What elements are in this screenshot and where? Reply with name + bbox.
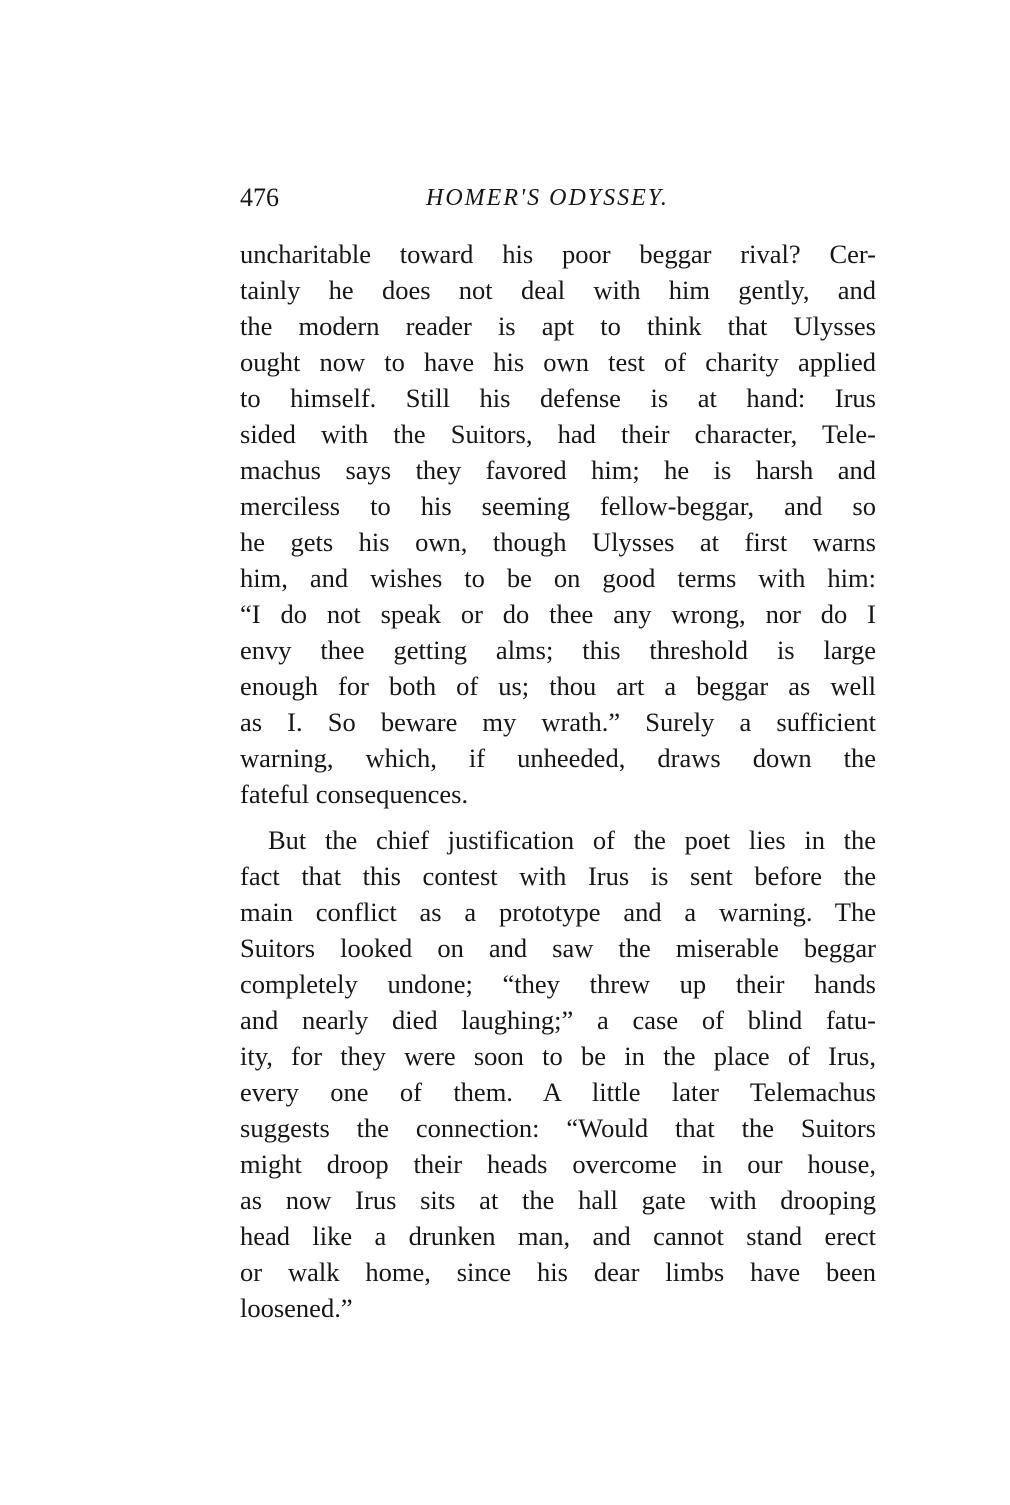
- text-line: to himself. Still his defense is at hand: Irus: [240, 383, 876, 413]
- text-line: fateful consequences.: [240, 779, 469, 809]
- text-line: the modern reader is apt to think that Ulysses: [240, 311, 876, 341]
- text-line: and nearly died laughing;” a case of blind fatu-: [240, 1005, 876, 1035]
- text-line: ought now to have his own test of charity applied: [240, 347, 876, 377]
- text-line: uncharitable toward his poor beggar rival? Cer-: [240, 239, 876, 269]
- text-line: head like a drunken man, and cannot stand erect: [240, 1221, 876, 1251]
- text-line: Suitors looked on and saw the miserable beggar: [240, 933, 876, 963]
- text-line: him, and wishes to be on good terms with him:: [240, 563, 876, 593]
- text-line: as I. So beware my wrath.” Surely a sufficient: [240, 707, 876, 737]
- text-line: fact that this contest with Irus is sent before the: [240, 861, 876, 891]
- text-line: ity, for they were soon to be in the place of Irus,: [240, 1041, 876, 1071]
- text-line: merciless to his seeming fellow-beggar, and so: [240, 491, 876, 521]
- text-line: loosened.”: [240, 1293, 353, 1323]
- text-line: every one of them. A little later Telemachus: [240, 1077, 876, 1107]
- text-line: as now Irus sits at the hall gate with drooping: [240, 1185, 876, 1215]
- text-line: might droop their heads overcome in our house,: [240, 1149, 876, 1179]
- text-line: enough for both of us; thou art a beggar as well: [240, 671, 876, 701]
- page-number: 476: [240, 183, 279, 212]
- text-line: main conflict as a prototype and a warning. The: [240, 897, 876, 927]
- text-line: But the chief justification of the poet lies in the: [268, 825, 876, 855]
- paragraph-1: [240, 236, 876, 812]
- body-text: [240, 236, 876, 1326]
- text-line: tainly he does not deal with him gently, and: [240, 275, 876, 305]
- text-line: or walk home, since his dear limbs have been: [240, 1257, 876, 1287]
- text-line: “I do not speak or do thee any wrong, nor do I: [240, 599, 876, 629]
- text-line: sided with the Suitors, had their character, Tele-: [240, 419, 876, 449]
- text-line: machus says they favored him; he is harsh and: [240, 455, 876, 485]
- text-line: suggests the connection: “Would that the Suitors: [240, 1113, 876, 1143]
- paragraph-gap: [240, 812, 876, 822]
- running-title: HOMER'S ODYSSEY.: [426, 185, 669, 211]
- running-head: [240, 183, 876, 219]
- text-line: envy thee getting alms; this threshold is large: [240, 635, 876, 665]
- text-line: he gets his own, though Ulysses at first warns: [240, 527, 876, 557]
- text-line: warning, which, if unheeded, draws down the: [240, 743, 876, 773]
- text-line: completely undone; “they threw up their hands: [240, 969, 876, 999]
- paragraph-2: [240, 822, 876, 1326]
